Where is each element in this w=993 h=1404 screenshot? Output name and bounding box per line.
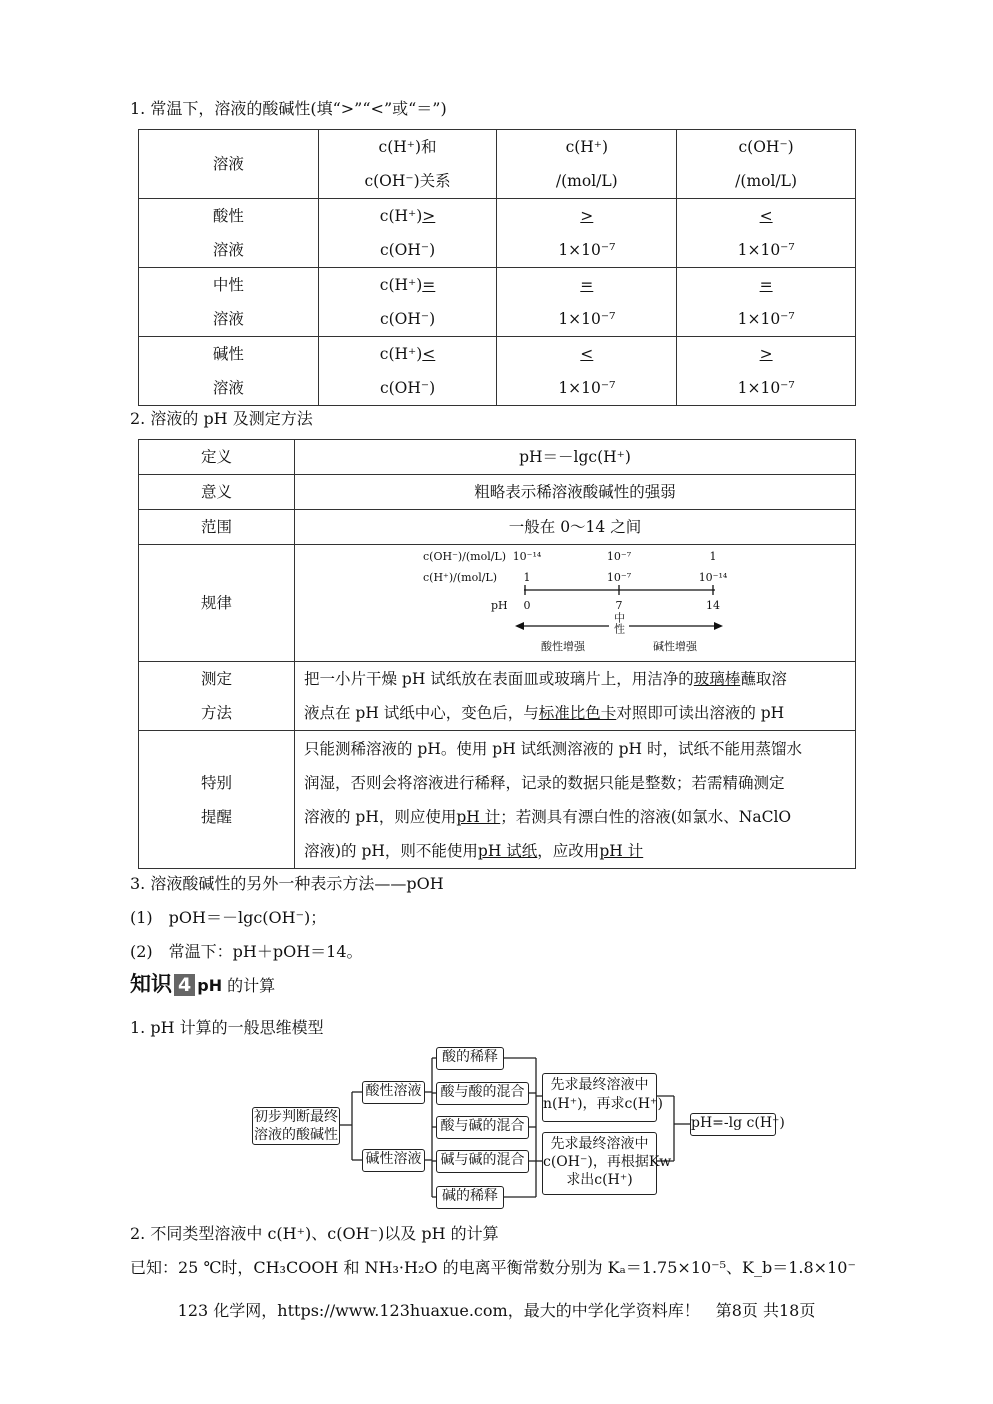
known-conditions: 已知：25 ℃时，CH₃COOH 和 NH₃·H₂O 的电离平衡常数分别为 Kₐ＝1.75×10⁻⁵、K_b＝1.8×10⁻: [130, 1258, 856, 1277]
scale-coh-7: 10⁻⁷: [606, 549, 632, 563]
header-coh: c(OH⁻) /(mol/L): [677, 130, 856, 199]
row-base-label: 碱性 溶液: [139, 337, 319, 406]
scale-coh-label: c(OH⁻)/(mol/L): [423, 549, 507, 563]
ph-scale-diagram: [295, 546, 854, 661]
base-arrow-head: [714, 622, 723, 630]
row-base-relation: c(H⁺)< c(OH⁻): [318, 337, 497, 406]
scale-ph-7: 7: [615, 598, 623, 612]
row-neutral-label: 中性 溶液: [139, 268, 319, 337]
ph-table: [138, 439, 856, 869]
meaning-value: 粗略表示稀溶液酸碱性的强弱: [295, 475, 856, 510]
row-acid-relation: c(H⁺)> c(OH⁻): [318, 199, 497, 268]
tip-text: 只能测稀溶液的 pH。使用 pH 试纸测溶液的 pH 时，试纸不能用蒸馏水 润湿，否则会将溶液进行稀释，记录的数据只能是整数；若需精确测定 溶液的 pH，则应使用pH 计；若测具有漂白性的溶液(如氯水、NaClO 溶液)的 pH，则不能使用pH 试纸，应改用pH 计: [295, 731, 856, 869]
tip-label: 特别 提醒: [139, 731, 295, 869]
section-5-title: 2. 不同类型溶液中 c(H⁺)、c(OH⁻)以及 pH 的计算: [130, 1224, 499, 1243]
def-value: pH＝－lgc(H⁺): [295, 440, 856, 475]
scale-ph-14: 14: [706, 598, 720, 612]
row-neutral-ch: = 1×10⁻⁷: [497, 268, 677, 337]
method-text: 把一小片干燥 pH 试纸放在表面皿或玻璃片上，用洁净的玻璃棒蘸取溶 液点在 pH 试纸中心，变色后，与标准比色卡对照即可读出溶液的 pH: [295, 662, 856, 731]
knowledge-number: 4: [174, 974, 195, 996]
flow-base-base-mix: 碱与碱的混合: [436, 1150, 529, 1173]
def-label: 定义: [139, 440, 295, 475]
range-value: 一般在 0～14 之间: [295, 510, 856, 545]
section-1-title: 1. 常温下，溶液的酸碱性(填“>”“<”或“＝”): [130, 99, 447, 118]
flow-result-acid: 先求最终溶液中 n(H⁺)，再求c(H⁺): [542, 1073, 657, 1122]
flow-base-box: 碱性溶液: [362, 1149, 425, 1172]
row-acid-ch: > 1×10⁻⁷: [497, 199, 677, 268]
page-footer: 123 化学网，https://www.123huaxue.com，最大的中学化学资料库！ 第8页 共18页: [177, 1301, 816, 1320]
scale-acid: 酸性增强: [541, 639, 585, 653]
scale-ch-14: 10⁻¹⁴: [698, 570, 728, 584]
knowledge-title: 的计算: [222, 976, 276, 995]
row-neutral-coh: = 1×10⁻⁷: [677, 268, 856, 337]
flow-acid-acid-mix: 酸与酸的混合: [436, 1082, 529, 1105]
flow-acid-base-mix: 酸与碱的混合: [436, 1116, 529, 1139]
header-solution: 溶液: [139, 130, 319, 199]
scale-neutral: 中性: [612, 611, 626, 634]
flow-result-base: 先求最终溶液中 c(OH⁻)，再根据Kw 求出c(H⁺): [542, 1132, 657, 1195]
knowledge-prefix: 知识: [130, 972, 172, 996]
scale-coh-0: 10⁻¹⁴: [512, 549, 542, 563]
row-acid-label: 酸性 溶液: [139, 199, 319, 268]
section-4-title: 1. pH 计算的一般思维模型: [130, 1018, 324, 1037]
scale-ch-0: 1: [523, 570, 531, 584]
row-neutral-relation: c(H⁺)= c(OH⁻): [318, 268, 497, 337]
section-2-title: 2. 溶液的 pH 及测定方法: [130, 409, 313, 428]
flow-base-dilution: 碱的稀释: [436, 1186, 504, 1209]
acidity-table: [138, 129, 856, 406]
method-label: 测定 方法: [139, 662, 295, 731]
flow-acid-dilution: 酸的稀释: [436, 1047, 504, 1070]
flow-start-box: 初步判断最终 溶液的酸碱性: [254, 1109, 338, 1143]
scale-ph-label: pH: [491, 598, 508, 612]
rule-diagram-cell: [295, 545, 856, 662]
flow-acid-box: 酸性溶液: [362, 1081, 425, 1104]
section-3-item-1: (1) pOH＝－lgc(OH⁻)；: [130, 908, 327, 927]
scale-base: 碱性增强: [653, 639, 697, 653]
scale-ch-label: c(H⁺)/(mol/L): [423, 570, 498, 584]
rule-label: 规律: [139, 545, 295, 662]
knowledge-heading: [130, 968, 275, 998]
section-3-item-2: (2) 常温下：pH＋pOH＝14。: [130, 942, 363, 961]
flow-end-box: pH=-lg c(H⁺): [690, 1113, 776, 1136]
range-label: 范围: [139, 510, 295, 545]
row-base-coh: > 1×10⁻⁷: [677, 337, 856, 406]
scale-ch-7: 10⁻⁷: [606, 570, 632, 584]
meaning-label: 意义: [139, 475, 295, 510]
scale-ph-0: 0: [523, 598, 531, 612]
row-acid-coh: < 1×10⁻⁷: [677, 199, 856, 268]
acid-arrow-head: [515, 622, 524, 630]
row-base-ch: < 1×10⁻⁷: [497, 337, 677, 406]
header-relation: c(H⁺)和 c(OH⁻)关系: [318, 130, 497, 199]
scale-coh-14: 1: [709, 549, 717, 563]
section-3-title: 3. 溶液酸碱性的另外一种表示方法——pOH: [130, 874, 444, 893]
header-ch: c(H⁺) /(mol/L): [497, 130, 677, 199]
knowledge-title-ph: pH: [197, 976, 223, 995]
